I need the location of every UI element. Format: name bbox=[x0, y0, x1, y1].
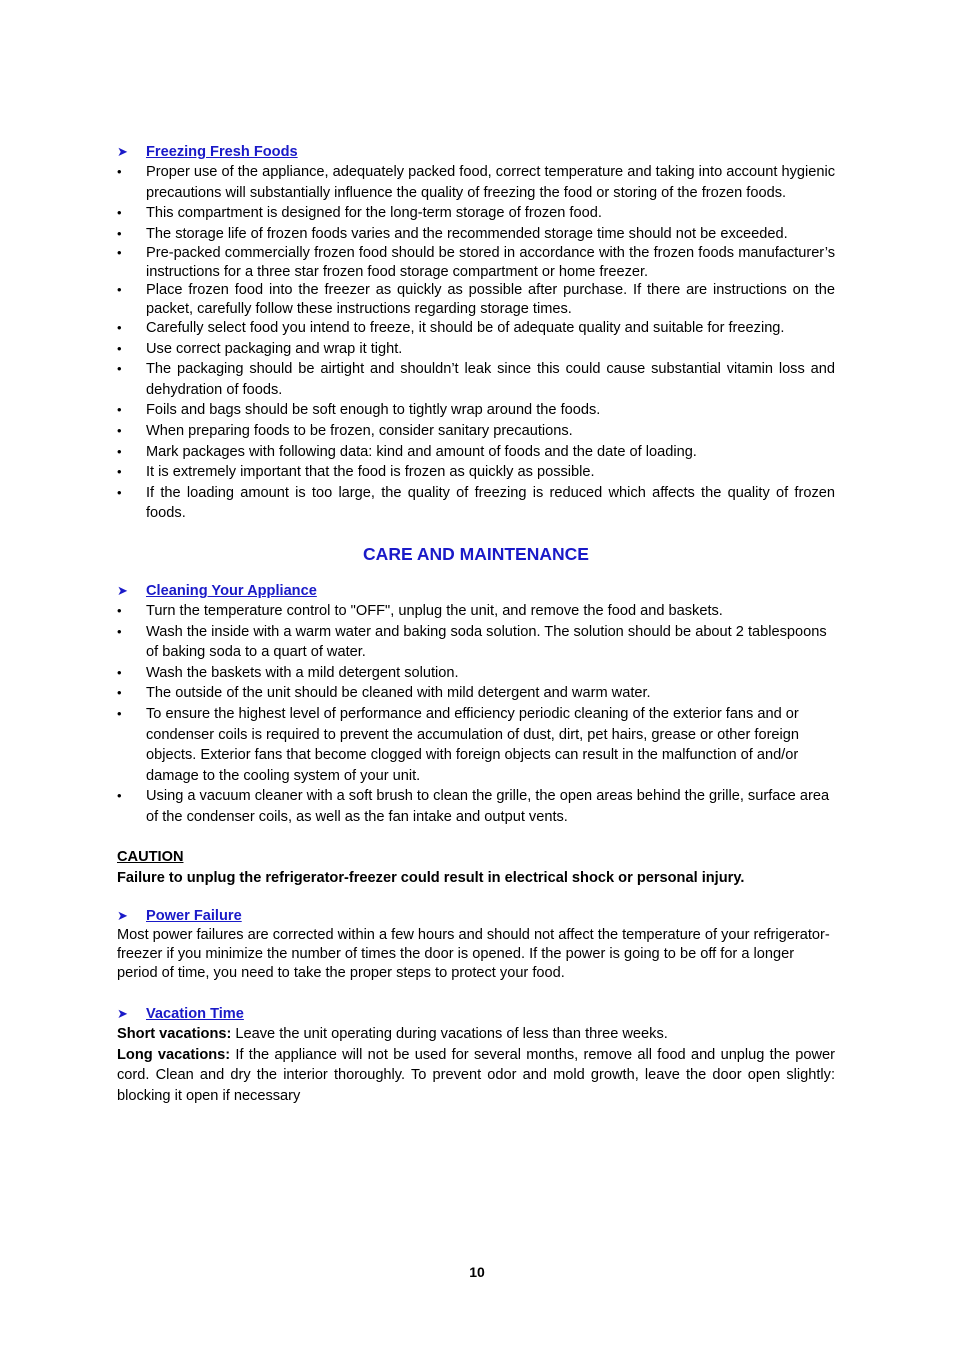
list-item: • Wash the inside with a warm water and baking soda solution. The solution should be about 2 tablespoons of baking soda to a quart of water. bbox=[117, 622, 835, 663]
list-item: • Mark packages with following data: kind and amount of foods and the date of loading. bbox=[117, 442, 835, 463]
cleaning-title[interactable]: Cleaning Your Appliance bbox=[146, 582, 317, 599]
care-maintenance-title: CARE AND MAINTENANCE bbox=[363, 543, 589, 564]
list-item: • When preparing foods to be frozen, consider sanitary precautions. bbox=[117, 421, 835, 442]
long-vacation-label: Long vacations: bbox=[117, 1046, 231, 1063]
list-item: • Pre-packed commercially frozen food should be stored in accordance with the frozen foods manufacturer’s instructions for a three star frozen food storage compartment or home freezer. bbox=[117, 244, 835, 281]
caution-heading: CAUTION bbox=[117, 849, 184, 866]
arrow-bullet-icon: ➤ bbox=[117, 908, 128, 924]
freezing-heading bbox=[117, 142, 835, 162]
list-item: • The packaging should be airtight and shouldn’t leak since this could cause substantial vitamin loss and dehydration of foods. bbox=[117, 359, 835, 400]
list-item: • To ensure the highest level of performance and efficiency periodic cleaning of the exterior fans and or condenser coils is required to prevent the accumulation of dust, dirt, pet hairs, grease or other foreign objects. Exterior fans that become clogged with foreign objects can result in the malfunction of and/or damage to the cooling system of your unit. bbox=[117, 704, 835, 786]
arrow-bullet-icon: ➤ bbox=[117, 144, 128, 159]
short-vacation-paragraph bbox=[117, 1024, 835, 1045]
short-vacation-label: Short vacations: bbox=[117, 1026, 232, 1043]
list-item: • Foils and bags should be soft enough to tightly wrap around the foods. bbox=[117, 400, 835, 421]
vacation-title[interactable]: Vacation Time bbox=[146, 1006, 244, 1023]
list-item: • This compartment is designed for the long-term storage of frozen food. bbox=[117, 203, 835, 224]
list-item: • Turn the temperature control to "OFF", unplug the unit, and remove the food and baskets. bbox=[117, 601, 835, 622]
list-item: • The storage life of frozen foods varies and the recommended storage time should not be exceeded. bbox=[117, 224, 835, 245]
freezing-title[interactable]: Freezing Fresh Foods bbox=[146, 144, 298, 160]
list-item: • Carefully select food you intend to freeze, it should be of adequate quality and suitable for freezing. bbox=[117, 318, 835, 339]
list-item: • Proper use of the appliance, adequately packed food, correct temperature and taking into account hygienic precautions will substantially influence the quality of freezing the food or storing of the frozen foods. bbox=[117, 162, 835, 203]
cleaning-list bbox=[117, 601, 835, 828]
list-item: • Place frozen food into the freezer as quickly as possible after purchase. If there are instructions on the packet, carefully follow these instructions regarding storage times. bbox=[117, 281, 835, 318]
freezing-list bbox=[117, 162, 835, 524]
caution-text: Failure to unplug the refrigerator-freezer could result in electrical shock or personal injury. bbox=[117, 870, 745, 887]
list-item: • It is extremely important that the food is frozen as quickly as possible. bbox=[117, 462, 835, 483]
list-item: • Use correct packaging and wrap it tight. bbox=[117, 339, 835, 360]
vacation-heading bbox=[117, 1004, 835, 1024]
page-number: 10 bbox=[469, 1264, 485, 1280]
long-vacation-text: If the appliance will not be used for several months, remove all food and unplug the power cord. Clean and dry the interior thoroughly. To prevent odor and mold growth, leave the door open slightly: blocking it open if necessary bbox=[117, 1046, 835, 1105]
arrow-bullet-icon: ➤ bbox=[117, 1006, 128, 1022]
list-item: • Using a vacuum cleaner with a soft brush to clean the grille, the open areas behind the grille, surface area of the condenser coils, as well as the fan intake and output vents. bbox=[117, 786, 835, 827]
power-title[interactable]: Power Failure bbox=[146, 908, 242, 925]
list-item: • If the loading amount is too large, the quality of freezing is reduced which affects the quality of frozen foods. bbox=[117, 483, 835, 524]
power-text: Most power failures are corrected within a few hours and should not affect the temperature of your refrigerator-freezer if you minimize the number of times the door is opened. If the power is going to be off for a longer period of time, you need to take the proper steps to protect your food. bbox=[117, 927, 830, 981]
document-body bbox=[117, 142, 835, 1107]
power-heading bbox=[117, 906, 835, 926]
short-vacation-text: Leave the unit operating during vacations of less than three weeks. bbox=[231, 1026, 668, 1043]
long-vacation-paragraph bbox=[117, 1045, 835, 1107]
list-item: • The outside of the unit should be cleaned with mild detergent and warm water. bbox=[117, 683, 835, 704]
list-item: • Wash the baskets with a mild detergent solution. bbox=[117, 663, 835, 684]
arrow-bullet-icon: ➤ bbox=[117, 582, 128, 598]
cleaning-heading bbox=[117, 581, 835, 601]
